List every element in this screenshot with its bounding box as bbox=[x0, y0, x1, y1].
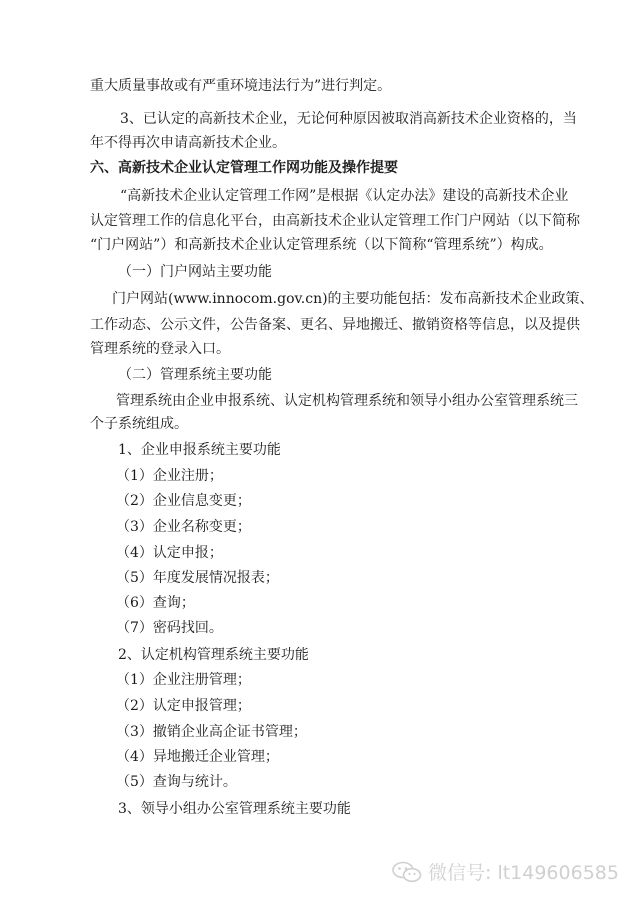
doc-line: 工作动态、公示文件，公告备案、更名、异地搬迁、撤销资格等信息，以及提供 bbox=[90, 317, 580, 333]
doc-line: 认定管理工作的信息化平台，由高新技术企业认定管理工作门户网站（以下简称 bbox=[90, 213, 580, 229]
list-item: （1）企业注册； bbox=[116, 468, 223, 484]
subsection-heading: （二）管理系统主要功能 bbox=[118, 367, 272, 383]
subsection-heading: （一）门户网站主要功能 bbox=[118, 264, 272, 280]
doc-line: 重大质量事故或有严重环境违法行为”进行判定。 bbox=[90, 78, 392, 94]
list-item: （4）认定申报； bbox=[116, 545, 223, 561]
doc-line: 管理系统由企业申报系统、认定机构管理系统和领导小组办公室管理系统三 bbox=[116, 393, 578, 409]
doc-line: “门户网站”）和高新技术企业认定管理系统（以下简称“管理系统”）构成。 bbox=[90, 237, 553, 253]
doc-line: 年不得再次申请高新技术企业。 bbox=[90, 135, 286, 151]
list-item: （3）撤销企业高企证书管理； bbox=[116, 724, 307, 740]
list-item: （7）密码找回。 bbox=[116, 620, 223, 636]
list-heading: 2、认定机构管理系统主要功能 bbox=[118, 647, 309, 663]
watermark bbox=[392, 858, 619, 885]
doc-line: 管理系统的登录入口。 bbox=[90, 341, 230, 357]
list-item: （3）企业名称变更； bbox=[116, 519, 251, 535]
doc-line: “高新技术企业认定管理工作网”是根据《认定办法》建设的高新技术企业 bbox=[120, 188, 569, 204]
watermark-text: 微信号: lt149606585 bbox=[428, 862, 619, 884]
list-item: （1）企业注册管理； bbox=[116, 672, 251, 688]
doc-line: 门户网站(www.innocom.gov.cn)的主要功能包括：发布高新技术企业政策、 bbox=[112, 291, 594, 307]
list-heading: 1、企业申报系统主要功能 bbox=[118, 442, 281, 458]
doc-line: 3、已认定的高新技术企业，无论何种原因被取消高新技术企业资格的，当 bbox=[120, 111, 577, 127]
list-item: （2）认定申报管理； bbox=[116, 698, 251, 714]
wechat-icon bbox=[392, 861, 422, 883]
list-item: （5）年度发展情况报表； bbox=[116, 570, 279, 586]
list-item: （2）企业信息变更； bbox=[116, 493, 251, 509]
list-item: （6）查询； bbox=[116, 595, 195, 611]
doc-line: 个子系统组成。 bbox=[90, 416, 188, 432]
list-heading: 3、领导小组办公室管理系统主要功能 bbox=[118, 801, 351, 817]
section-heading: 六、高新技术企业认定管理工作网功能及操作提要 bbox=[90, 160, 398, 176]
list-item: （4）异地搬迁企业管理； bbox=[116, 749, 279, 765]
list-item: （5）查询与统计。 bbox=[116, 774, 237, 790]
